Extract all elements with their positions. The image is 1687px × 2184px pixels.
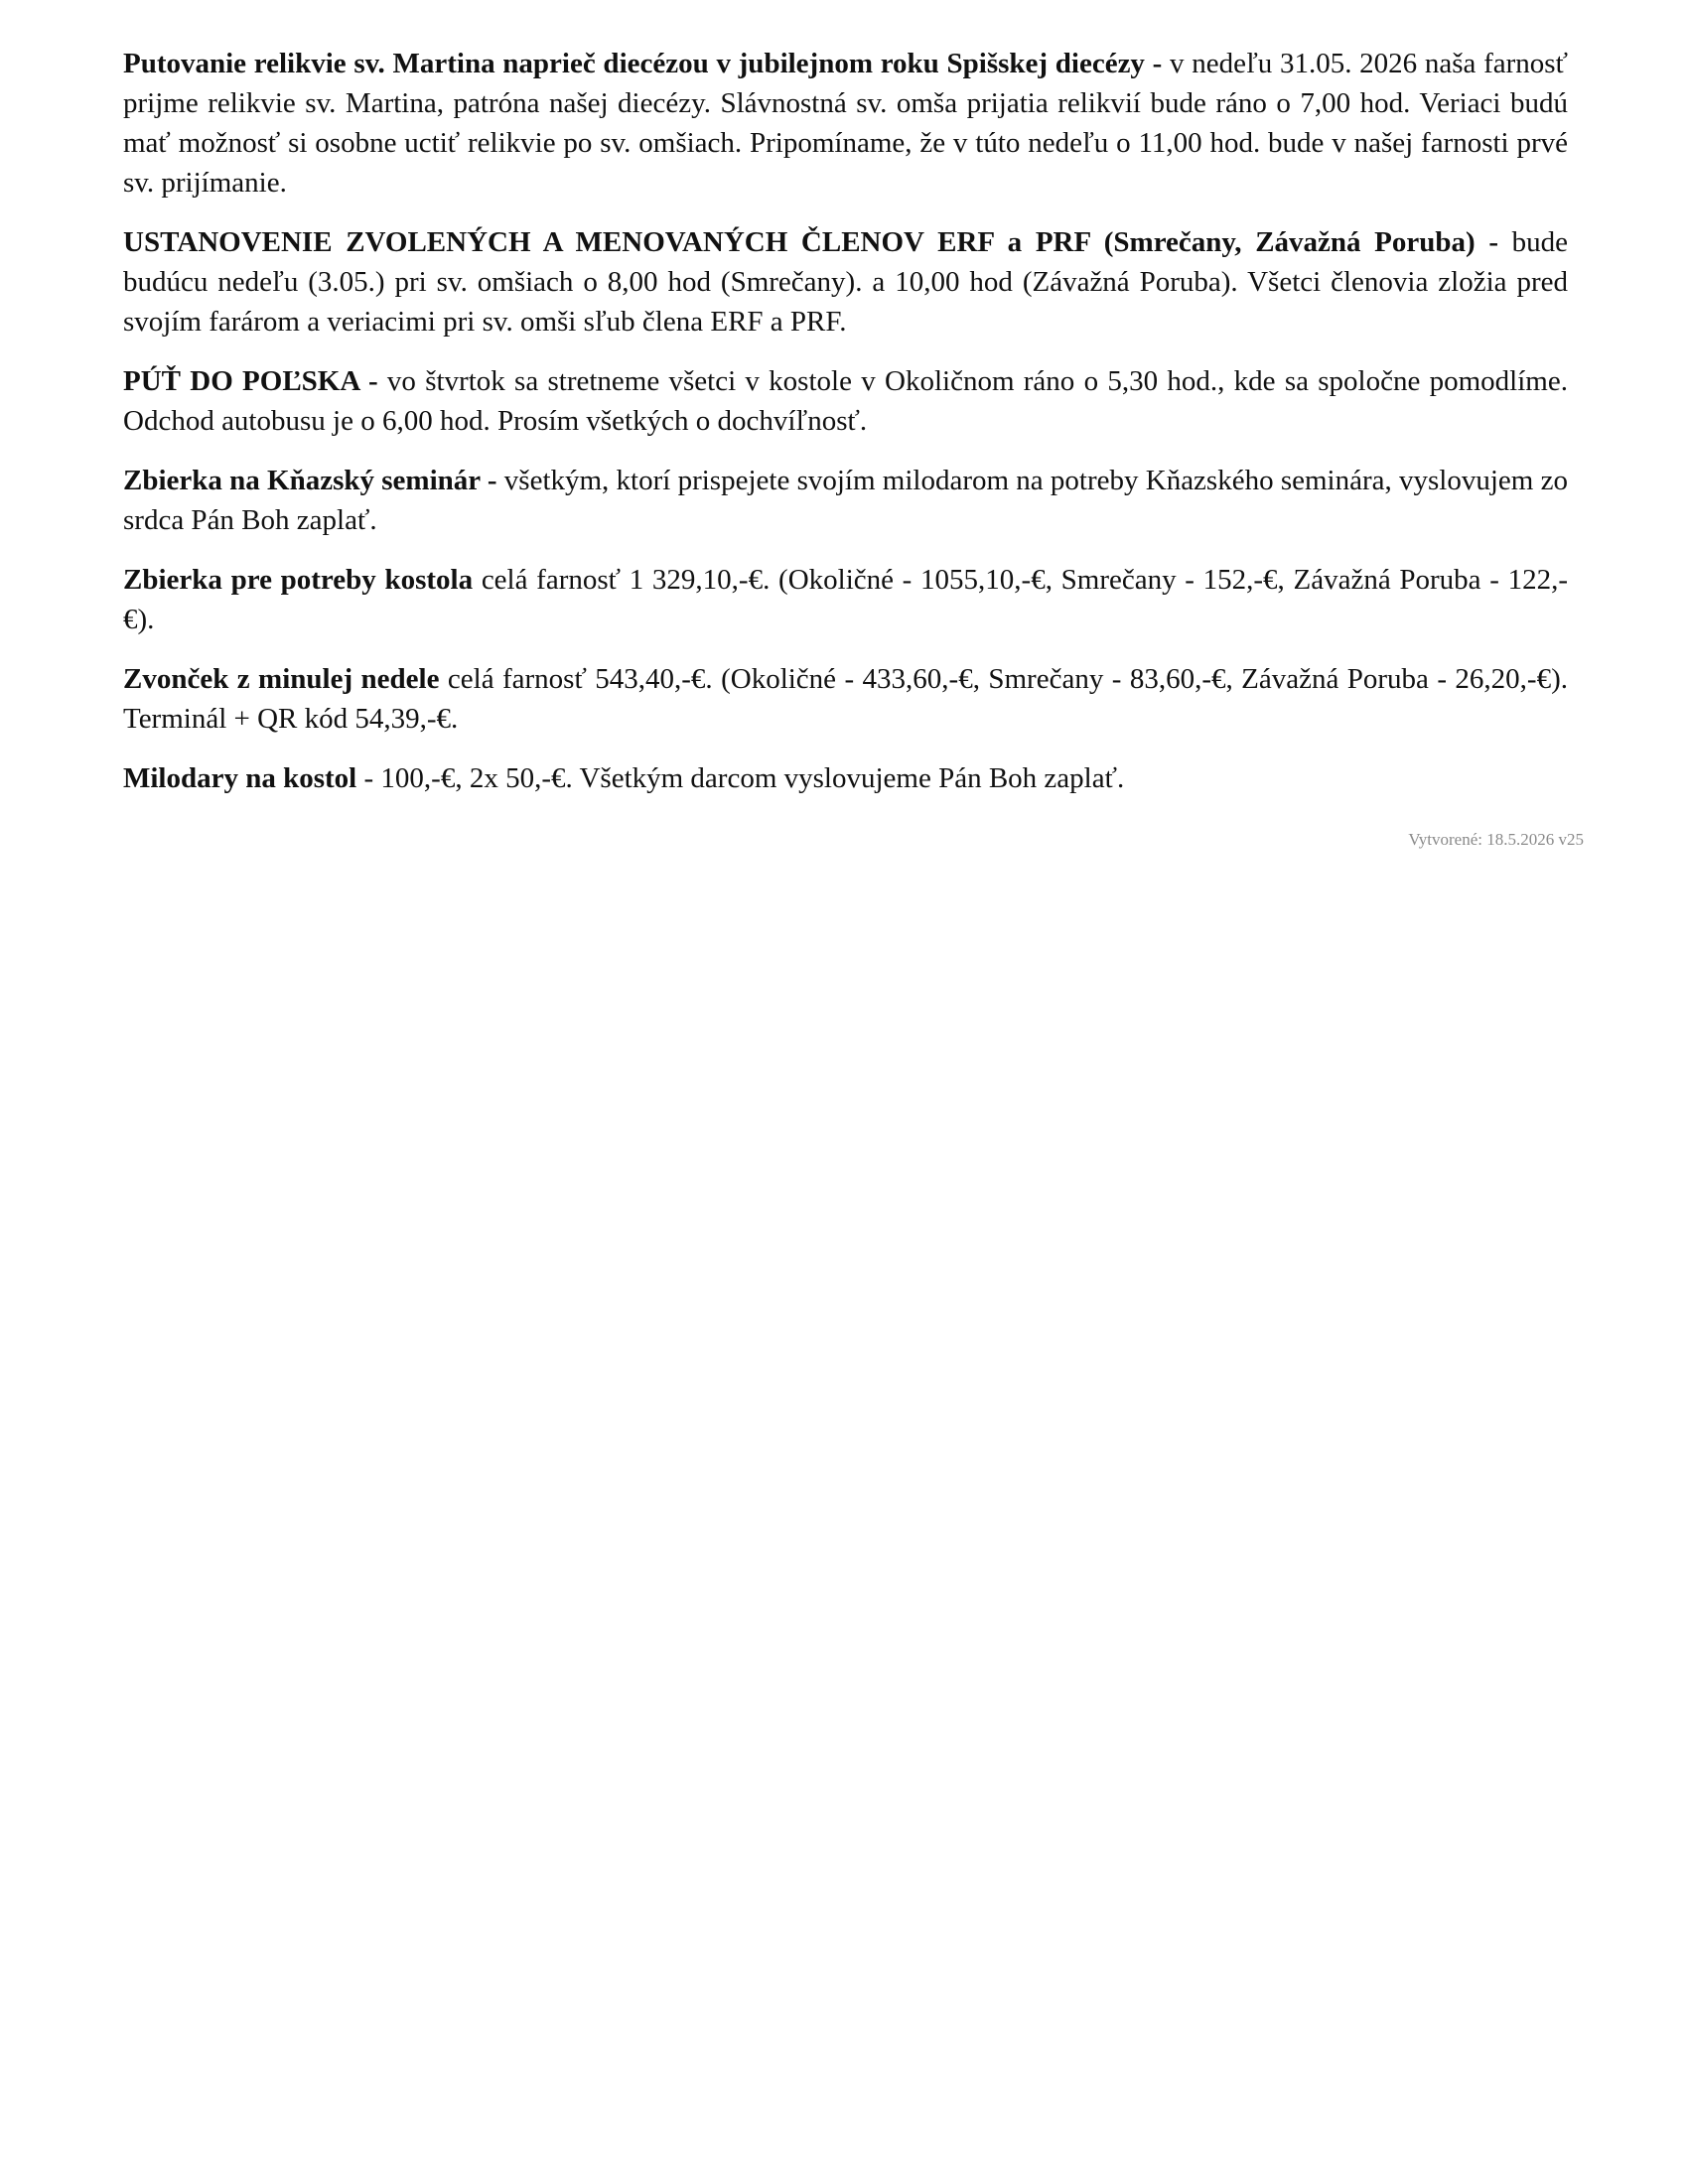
announcement-text: bude budúcu nedeľu (3.05.) pri sv. omšiach o 8,00 hod (Smrečany). a 10,00 hod (Závažná Poruba). Všetci členovia zložia pred svojím farárom a veriacimi pri sv. omši sľub člena ERF a PRF. bbox=[123, 226, 1568, 338]
announcement-church-collection bbox=[123, 560, 1568, 639]
announcement-text: v nedeľu 31.05. 2026 naša farnosť prijme relikvie sv. Martina, patróna našej diecézy. Slávnostná sv. omša prijatia relikvií bude ráno o 7,00 hod. Veriaci budú mať možnosť si osobne uctiť relikvie po sv. omšiach. Pripomíname, že v túto nedeľu o 11,00 hod. bude v našej farnosti prvé sv. prijímanie. bbox=[123, 48, 1568, 199]
announcement-title: Putovanie relikvie sv. Martina naprieč diecézou v jubilejnom roku Spišskej diecézy bbox=[123, 48, 1145, 79]
announcement-separator: - bbox=[358, 365, 387, 397]
announcement-title: Milodary na kostol bbox=[123, 762, 357, 794]
announcement-text: celá farnosť 1 329,10,-€. (Okoličné - 1055,10,-€, Smrečany - 152,-€, Závažná Poruba - 122,-€). bbox=[123, 564, 1569, 635]
created-timestamp: Vytvorené: 18.5.2026 v25 bbox=[1408, 830, 1584, 849]
announcement-title: Zbierka pre potreby kostola bbox=[123, 564, 474, 596]
announcement-title: Zvonček z minulej nedele bbox=[123, 663, 440, 695]
announcement-text: celá farnosť 543,40,-€. (Okoličné - 433,60,-€, Smrečany - 83,60,-€, Závažná Poruba - 26,20,-€). Terminál + QR kód 54,39,-€. bbox=[123, 663, 1568, 735]
announcement-donations bbox=[123, 758, 1568, 798]
announcement-title: PÚŤ DO POĽSKA bbox=[123, 365, 359, 397]
announcement-title: USTANOVENIE ZVOLENÝCH A MENOVANÝCH ČLENOV ERF a PRF (Smrečany, Závažná Poruba) bbox=[123, 226, 1476, 258]
announcement-bell-collection bbox=[123, 659, 1568, 739]
announcements-document bbox=[123, 44, 1568, 818]
announcement-relics-pilgrimage bbox=[123, 44, 1568, 203]
announcement-text: vo štvrtok sa stretneme všetci v kostole v Okoličnom ráno o 5,30 hod., kde sa spoločne pomodlíme. Odchod autobusu je o 6,00 hod. Prosím všetkých o dochvíľnosť. bbox=[123, 365, 1568, 437]
announcement-separator: - bbox=[480, 465, 504, 496]
announcement-separator bbox=[473, 564, 482, 596]
announcement-text: 100,-€, 2x 50,-€. Všetkým darcom vyslovujeme Pán Boh zaplať. bbox=[380, 762, 1125, 794]
announcement-council-members bbox=[123, 222, 1568, 341]
announcement-text: všetkým, ktorí prispejete svojím milodarom na potreby Kňazského seminára, vyslovujem zo srdca Pán Boh zaplať. bbox=[123, 465, 1568, 536]
announcement-separator bbox=[439, 663, 447, 695]
announcement-separator: - bbox=[1475, 226, 1512, 258]
announcement-title: Zbierka na Kňazský seminár bbox=[123, 465, 481, 496]
announcement-seminary-collection bbox=[123, 461, 1568, 540]
announcement-separator: - bbox=[1144, 48, 1171, 79]
announcement-separator: - bbox=[356, 762, 381, 794]
announcement-pilgrimage-poland bbox=[123, 361, 1568, 441]
